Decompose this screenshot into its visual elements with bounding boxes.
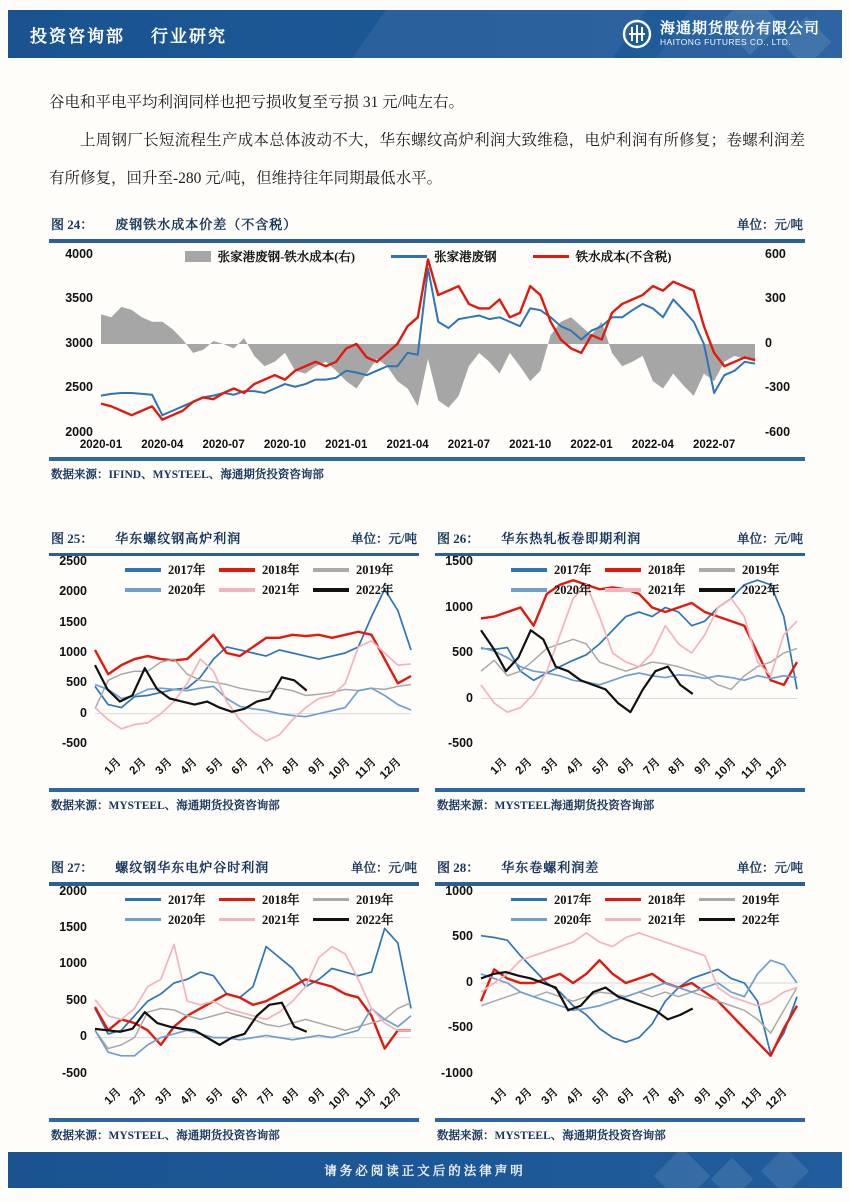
legend-label: 铁水成本(不含税) [575, 249, 672, 264]
data-source: 数据来源：MYSTEEL、海通期货投资咨询部 [437, 1129, 666, 1142]
y-axis-tick-label: 1000 [445, 883, 473, 898]
legend-line-swatch [219, 918, 255, 922]
x-axis-tick-label: 2020-10 [263, 438, 307, 451]
figure-header [435, 855, 805, 882]
legend-line-swatch [219, 588, 255, 592]
x-axis-tick-label: 10月 [327, 756, 353, 782]
figure-label: 图 24： [51, 217, 94, 232]
header-titles [30, 22, 227, 47]
x-axis-tick-label: 11月 [739, 756, 765, 782]
figure-title: 螺纹钢华东电炉谷时利润 [115, 860, 270, 875]
legend-label: 2020年 [554, 912, 592, 927]
legend-line-swatch [511, 588, 547, 592]
legend-label: 2018年 [261, 563, 300, 577]
x-axis-tick-label: 7月 [255, 1085, 277, 1107]
y-axis-tick-label: 1500 [59, 919, 87, 934]
chart-legend [511, 560, 793, 600]
department-label: 投资咨询部 [30, 26, 125, 46]
legend-line-swatch [605, 898, 641, 902]
legend-line-swatch [313, 918, 349, 922]
legend-line-swatch [313, 898, 349, 902]
legend-line-swatch [125, 568, 161, 572]
figure-header [49, 212, 805, 239]
legend-label: 2018年 [647, 563, 686, 577]
legend-label: 2022年 [741, 583, 780, 597]
legend-line-swatch [125, 588, 161, 592]
x-axis-tick-label: 5月 [590, 1085, 612, 1107]
legend-item [219, 910, 313, 930]
x-axis-tick-label: 8月 [280, 1085, 302, 1107]
legend-line-swatch [313, 568, 349, 572]
legend-item [605, 890, 699, 910]
legend-line-swatch [605, 588, 641, 592]
x-axis-tick-label: 9月 [306, 756, 328, 778]
figure-label: 图 27： [51, 860, 94, 875]
y-axis-tick-label: 1000 [445, 599, 473, 614]
diamond-decoration [761, 1152, 809, 1188]
x-axis-tick-label: 2022-04 [631, 438, 674, 451]
y-axis-tick-label: 500 [452, 929, 473, 943]
secondary-y-axis-tick-label: -300 [765, 380, 791, 394]
company-logo [622, 19, 820, 49]
x-axis-tick-label: 2月 [513, 756, 535, 778]
chart-legend [125, 560, 407, 600]
secondary-y-axis-tick-label: 600 [765, 246, 786, 261]
x-axis-tick-label: 5月 [590, 756, 612, 778]
legend-item [511, 560, 605, 580]
chart-canvas-fig24 [49, 245, 805, 457]
legend-box-swatch [185, 251, 211, 262]
y-axis-tick-label: 0 [466, 974, 473, 989]
legend-item [699, 890, 793, 910]
legend-item [511, 910, 605, 930]
x-axis-tick-label: 6月 [229, 756, 251, 778]
legend-label: 2022年 [355, 583, 394, 597]
figure-title: 华东热轧板卷即期利润 [501, 530, 642, 546]
figure-27 [49, 855, 419, 1145]
legend-line-swatch [125, 898, 161, 902]
figure-label: 图 25： [51, 530, 94, 546]
x-axis-tick-label: 10月 [713, 756, 739, 782]
y-axis-tick-label: 2000 [59, 883, 87, 898]
x-axis-tick-label: 10月 [327, 1085, 353, 1112]
legend-label: 2019年 [741, 892, 780, 907]
paragraph: 谷电和平电平均利润同样也把亏损收复至亏损 31 元/吨左右。 [49, 94, 465, 111]
divider-rule [435, 553, 805, 557]
x-axis-tick-label: 6月 [229, 1085, 251, 1107]
legend-label: 2017年 [554, 563, 592, 577]
x-axis-tick-label: 3月 [539, 756, 561, 778]
x-axis-tick-label: 2020-04 [141, 438, 184, 451]
chart-canvas-fig26 [435, 554, 805, 788]
legend-item [219, 560, 313, 580]
y-axis-tick-label: 3000 [65, 335, 93, 350]
y-axis-tick-label: 500 [452, 645, 473, 659]
figure-label: 图 26： [437, 530, 480, 546]
x-axis-tick-label: 8月 [280, 756, 302, 778]
x-axis-tick-label: 1月 [488, 1085, 510, 1107]
header-bar [8, 10, 842, 58]
x-axis-tick-label: 1月 [488, 756, 510, 778]
x-axis-tick-label: 4月 [564, 1085, 586, 1107]
x-axis-tick-label: 2月 [127, 756, 149, 778]
legend-item [125, 560, 219, 580]
x-axis-tick-label: 8月 [666, 756, 688, 778]
legend-line-swatch [313, 588, 349, 592]
chart-canvas-fig27 [49, 883, 419, 1118]
diamond-decoration [711, 1158, 753, 1188]
x-axis-tick-label: 1月 [102, 756, 124, 778]
figure-header [49, 526, 419, 553]
legend-label: 张家港废钢-铁水成本(右) [217, 249, 356, 264]
figure-unit: 单位：元/吨 [737, 531, 803, 546]
figure-header [435, 526, 805, 553]
secondary-y-axis-tick-label: -600 [765, 424, 791, 439]
legend-line-swatch [605, 918, 641, 922]
legend-item [313, 890, 407, 910]
y-axis-tick-label: 500 [66, 992, 87, 1007]
legend-item [313, 560, 407, 580]
y-axis-tick-label: -500 [61, 1065, 87, 1080]
y-axis-tick-label: 1500 [445, 554, 473, 568]
x-axis-tick-label: 2020-01 [79, 438, 123, 451]
x-axis-tick-label: 9月 [692, 1085, 714, 1107]
legend-line-swatch [511, 918, 547, 922]
footer-bar [8, 1152, 842, 1188]
figure-title: 废钢铁水成本价差（不含税） [115, 217, 298, 232]
legend-label: 2019年 [355, 892, 394, 907]
legend-label: 2017年 [168, 892, 206, 907]
company-name-cn: 海通期货股份有限公司 [659, 21, 820, 38]
figure-25 [49, 526, 419, 816]
legend-label: 2022年 [741, 912, 780, 927]
legend-item [391, 247, 497, 267]
legend-label: 2021年 [647, 583, 686, 597]
secondary-y-axis-tick-label: 0 [765, 335, 772, 350]
legend-line-swatch [219, 898, 255, 902]
y-axis-tick-label: 4000 [65, 246, 93, 261]
y-axis-tick-label: -500 [61, 736, 87, 750]
legend-label: 2019年 [355, 563, 394, 577]
legend-line-swatch [699, 918, 735, 922]
y-axis-tick-label: 1500 [59, 614, 87, 629]
legend-item [533, 247, 672, 267]
y-axis-tick-label: 0 [466, 690, 473, 705]
x-axis-tick-label: 7月 [641, 1085, 663, 1107]
x-axis-tick-label: 2021-10 [509, 438, 552, 451]
x-axis-tick-label: 5月 [204, 756, 226, 778]
x-axis-tick-label: 11月 [739, 1085, 765, 1111]
y-axis-tick-label: -500 [447, 1020, 473, 1034]
x-axis-tick-label: 6月 [615, 1085, 637, 1107]
data-source: 数据来源：MYSTEEL、海通期货投资咨询部 [51, 1129, 280, 1142]
legend-item [185, 247, 356, 267]
x-axis-tick-label: 8月 [666, 1085, 688, 1107]
x-axis-tick-label: 12月 [378, 756, 404, 782]
y-axis-tick-label: -1000 [441, 1065, 473, 1080]
legend-label: 2020年 [168, 912, 206, 927]
x-axis-tick-label: 2月 [127, 1085, 149, 1107]
divider-rule [49, 553, 419, 557]
legend-item [699, 560, 793, 580]
y-axis-tick-label: 0 [80, 1029, 87, 1044]
figure-title: 华东螺纹钢高炉利润 [115, 530, 242, 546]
company-name-en: HAITONG FUTURES CO., LTD. [659, 36, 792, 47]
y-axis-tick-label: 3500 [65, 291, 93, 305]
x-axis-tick-label: 3月 [539, 1085, 561, 1107]
secondary-y-axis-tick-label: 300 [765, 291, 786, 305]
legend-label: 2018年 [261, 892, 300, 907]
x-axis-tick-label: 9月 [306, 1085, 328, 1107]
x-axis-tick-label: 3月 [153, 756, 175, 778]
paragraph: 上周钢厂长短流程生产成本总体波动不大，华东螺纹高炉利润大致维稳，电炉利润有所修复；卷螺利润差有所修复，回升至-280 元/吨，但维持往年同期最低水平。 [49, 132, 805, 187]
legend-label: 2019年 [741, 563, 780, 577]
x-axis-tick-label: 11月 [353, 756, 379, 782]
diamond-decoration [654, 1152, 711, 1188]
x-axis-tick-label: 2021-04 [386, 438, 429, 451]
divider-rule [435, 882, 805, 886]
legend-item [605, 910, 699, 930]
legend-label: 2021年 [261, 912, 300, 927]
x-axis-tick-label: 4月 [564, 756, 586, 778]
x-axis-tick-label: 2022-07 [693, 438, 736, 451]
data-source: 数据来源：MYSTEEL海通期货投资咨询部 [437, 800, 655, 812]
figure-28 [435, 855, 805, 1145]
figures-area [49, 212, 805, 1145]
x-axis-tick-label: 9月 [692, 756, 714, 778]
divider-rule [49, 882, 419, 886]
legend-item [313, 910, 407, 930]
y-axis-tick-label: 2000 [59, 584, 87, 599]
x-axis-tick-label: 7月 [641, 756, 663, 778]
x-axis-tick-label: 6月 [615, 756, 637, 778]
x-axis-tick-label: 12月 [378, 1085, 404, 1112]
legend-line-swatch [391, 255, 427, 259]
legend-item [699, 580, 793, 600]
chart-canvas-fig25 [49, 554, 419, 788]
x-axis-tick-label: 1月 [102, 1085, 124, 1107]
legend-item [511, 580, 605, 600]
legend-line-swatch [533, 255, 569, 259]
legend-label: 2017年 [168, 563, 206, 577]
figure-row-2 [49, 855, 805, 1145]
legend-line-swatch [699, 568, 735, 572]
legend-label: 张家港废钢 [434, 249, 497, 264]
legend-label: 2020年 [168, 583, 206, 597]
legal-notice: 请务必阅读正文后的法律声明 [324, 1164, 526, 1178]
figure-26 [435, 526, 805, 816]
y-axis-tick-label: 2500 [59, 554, 87, 568]
figure-label: 图 28： [437, 860, 480, 875]
figure-unit: 单位：元/吨 [351, 531, 417, 546]
x-axis-tick-label: 7月 [255, 756, 277, 778]
data-source: 数据来源：MYSTEEL、海通期货投资咨询部 [51, 800, 280, 812]
chart-canvas-fig28 [435, 883, 805, 1118]
chart-legend [511, 890, 793, 930]
y-axis-tick-label: 1000 [59, 956, 87, 971]
legend-item [125, 890, 219, 910]
legend-item [125, 910, 219, 930]
haitong-logo-icon [622, 19, 652, 49]
legend-line-swatch [699, 588, 735, 592]
y-axis-tick-label: 0 [80, 705, 87, 720]
legend-line-swatch [511, 568, 547, 572]
figure-unit: 单位：元/吨 [351, 861, 417, 875]
legend-item [699, 910, 793, 930]
data-source: 数据来源：IFIND、MYSTEEL、海通期货投资咨询部 [51, 468, 324, 481]
y-axis-tick-label: 500 [66, 675, 87, 690]
chart-legend [101, 247, 755, 267]
figure-row-1 [49, 526, 805, 816]
legend-item [605, 560, 699, 580]
y-axis-tick-label: 2000 [65, 424, 93, 439]
legend-item [219, 580, 313, 600]
legend-label: 2021年 [261, 583, 300, 597]
legend-line-swatch [699, 898, 735, 902]
x-axis-tick-label: 3月 [153, 1085, 175, 1107]
legend-line-swatch [605, 568, 641, 572]
x-axis-tick-label: 2022-01 [570, 438, 613, 451]
legend-label: 2017年 [554, 892, 592, 907]
x-axis-tick-label: 11月 [353, 1085, 379, 1111]
y-axis-tick-label: 2500 [65, 380, 93, 394]
legend-line-swatch [511, 898, 547, 902]
legend-line-swatch [219, 568, 255, 572]
x-axis-tick-label: 2月 [513, 1085, 535, 1107]
x-axis-tick-label: 4月 [178, 1085, 200, 1107]
figure-unit: 单位：元/吨 [737, 218, 803, 232]
legend-item [605, 580, 699, 600]
divider-rule [49, 239, 805, 243]
legend-line-swatch [125, 918, 161, 922]
chart-legend [125, 890, 407, 930]
legend-label: 2018年 [647, 892, 686, 907]
x-axis-tick-label: 5月 [204, 1085, 226, 1107]
body-text [49, 84, 805, 198]
legend-label: 2021年 [647, 912, 686, 927]
figure-24 [49, 212, 805, 484]
y-axis-tick-label: 1000 [59, 645, 87, 659]
figure-unit: 单位：元/吨 [737, 861, 803, 875]
x-axis-tick-label: 2020-07 [202, 438, 245, 451]
figure-title: 华东卷螺利润差 [501, 860, 600, 875]
legend-item [313, 580, 407, 600]
x-axis-tick-label: 2021-01 [325, 438, 368, 451]
legend-item [125, 580, 219, 600]
x-axis-tick-label: 12月 [764, 756, 790, 782]
legend-item [219, 890, 313, 910]
legend-label: 2020年 [554, 583, 592, 597]
figure-header [49, 855, 419, 882]
x-axis-tick-label: 12月 [764, 1085, 790, 1112]
x-axis-tick-label: 2021-07 [447, 438, 490, 451]
report-type-label: 行业研究 [151, 26, 227, 46]
y-axis-tick-label: -500 [447, 736, 473, 750]
legend-label: 2022年 [355, 912, 394, 927]
x-axis-tick-label: 10月 [713, 1085, 739, 1112]
legend-item [511, 890, 605, 910]
x-axis-tick-label: 4月 [178, 756, 200, 778]
